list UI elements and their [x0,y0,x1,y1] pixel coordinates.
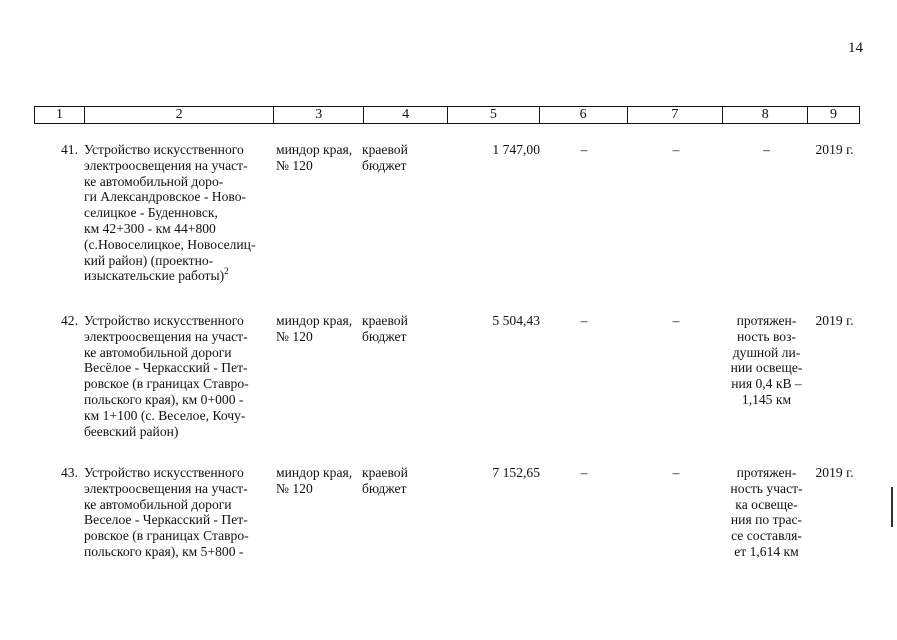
funding-source [362,465,446,497]
funding-source [362,142,446,174]
col8-line: ния по трас- [730,512,803,528]
row-number: 42. [61,313,78,328]
org-line: миндор края, [276,465,353,480]
header-cell-3: 3 [274,107,364,123]
header-cell-4: 4 [364,107,448,123]
col7-value: – [672,142,680,157]
col8-line: 1,145 км [741,391,792,407]
amount: 5 504,43 [492,313,540,328]
source-line: краевой [362,465,408,480]
source-line: бюджет [362,480,407,496]
org-line: № 120 [276,157,313,173]
col8-line: ния 0,4 кВ – [731,376,802,392]
col8-line: протяжен- [736,465,797,480]
header-cell-7: 7 [628,107,724,123]
description-line [84,268,270,284]
col7-value: – [672,313,680,328]
header-cell-2: 2 [85,107,275,123]
col8-line: ет 1,614 км [734,543,799,559]
header-cell-6: 6 [540,107,628,123]
funding-source [362,313,446,345]
source-line: бюджет [362,157,407,173]
col8-line: ка освеще- [735,496,798,512]
source-line: бюджет [362,328,407,344]
description-line: Устройство искусственного [84,142,244,157]
work-description [84,313,270,439]
scan-margin-mark [891,487,893,527]
source-line: краевой [362,313,408,328]
col8-value [724,465,809,560]
amount: 1 747,00 [492,142,540,157]
col6-value: – [580,313,588,328]
row-number: 41. [61,142,78,157]
org-line: миндор края, [276,313,353,328]
description-line: селицкое - Буденновск, [84,205,218,221]
description-line: электроосвещения на участ- [84,480,248,496]
col8-line: се составля- [731,528,802,544]
responsible-org [276,313,366,345]
col8-line: нии освеще- [730,360,803,376]
description-line: Устройство искусственного [84,465,244,480]
responsible-org [276,142,366,174]
col6-value: – [580,142,588,157]
source-line: краевой [362,142,408,157]
description-line: км 42+300 - км 44+800 [84,220,216,236]
org-line: № 120 [276,328,313,344]
col7-value: – [672,465,680,480]
row-number: 43. [61,465,78,480]
description-line-text: изыскательские работы) [84,268,225,284]
year: 2019 г. [815,465,854,480]
description-line: (с.Новоселицкое, Новоселиц- [84,236,256,252]
responsible-org [276,465,366,497]
col8-line: протяжен- [736,313,797,328]
description-line: ке автомобильной дороги [84,344,232,360]
year: 2019 г. [815,313,854,328]
work-description [84,142,270,284]
header-cell-9: 9 [830,107,838,122]
description-line: беевский район) [84,423,179,439]
description-line: Весёлое - Черкасский - Пет- [84,360,248,376]
description-line: ги Александровское - Ново- [84,189,247,205]
org-line: миндор края, [276,142,353,157]
org-line: № 120 [276,480,313,496]
description-line: Устройство искусственного [84,313,244,328]
description-line: ровское (в границах Ставро- [84,528,249,544]
description-line: электроосвещения на участ- [84,157,248,173]
description-line: польского края), км 5+800 - [84,543,244,559]
description-line: кий район) (проектно- [84,252,214,268]
description-line: электроосвещения на участ- [84,328,248,344]
year: 2019 г. [815,142,854,157]
description-line: ке автомобильной дороги [84,496,232,512]
footnote-marker: 2 [224,266,229,277]
col8-value [724,142,809,158]
col8-line: ность воз- [736,328,796,344]
header-cell-1: 1 [35,107,85,123]
amount: 7 152,65 [492,465,540,480]
page-number: 14 [848,40,863,56]
work-description [84,465,270,560]
description-line: ке автомобильной доро- [84,173,224,189]
col8-line: ность участ- [730,480,803,496]
description-line: км 1+100 (с. Веселое, Кочу- [84,407,246,423]
col8-line: – [763,142,770,157]
description-line: ровское (в границах Ставро- [84,376,249,392]
header-cell-8: 8 [723,107,808,123]
col8-value [724,313,809,408]
description-line: польского края), км 0+000 - [84,391,244,407]
col6-value: – [580,465,588,480]
header-cell-5: 5 [448,107,540,123]
table-header-row [34,106,860,124]
col8-line: душной ли- [732,344,801,360]
description-line: Веселое - Черкасский - Пет- [84,512,248,528]
